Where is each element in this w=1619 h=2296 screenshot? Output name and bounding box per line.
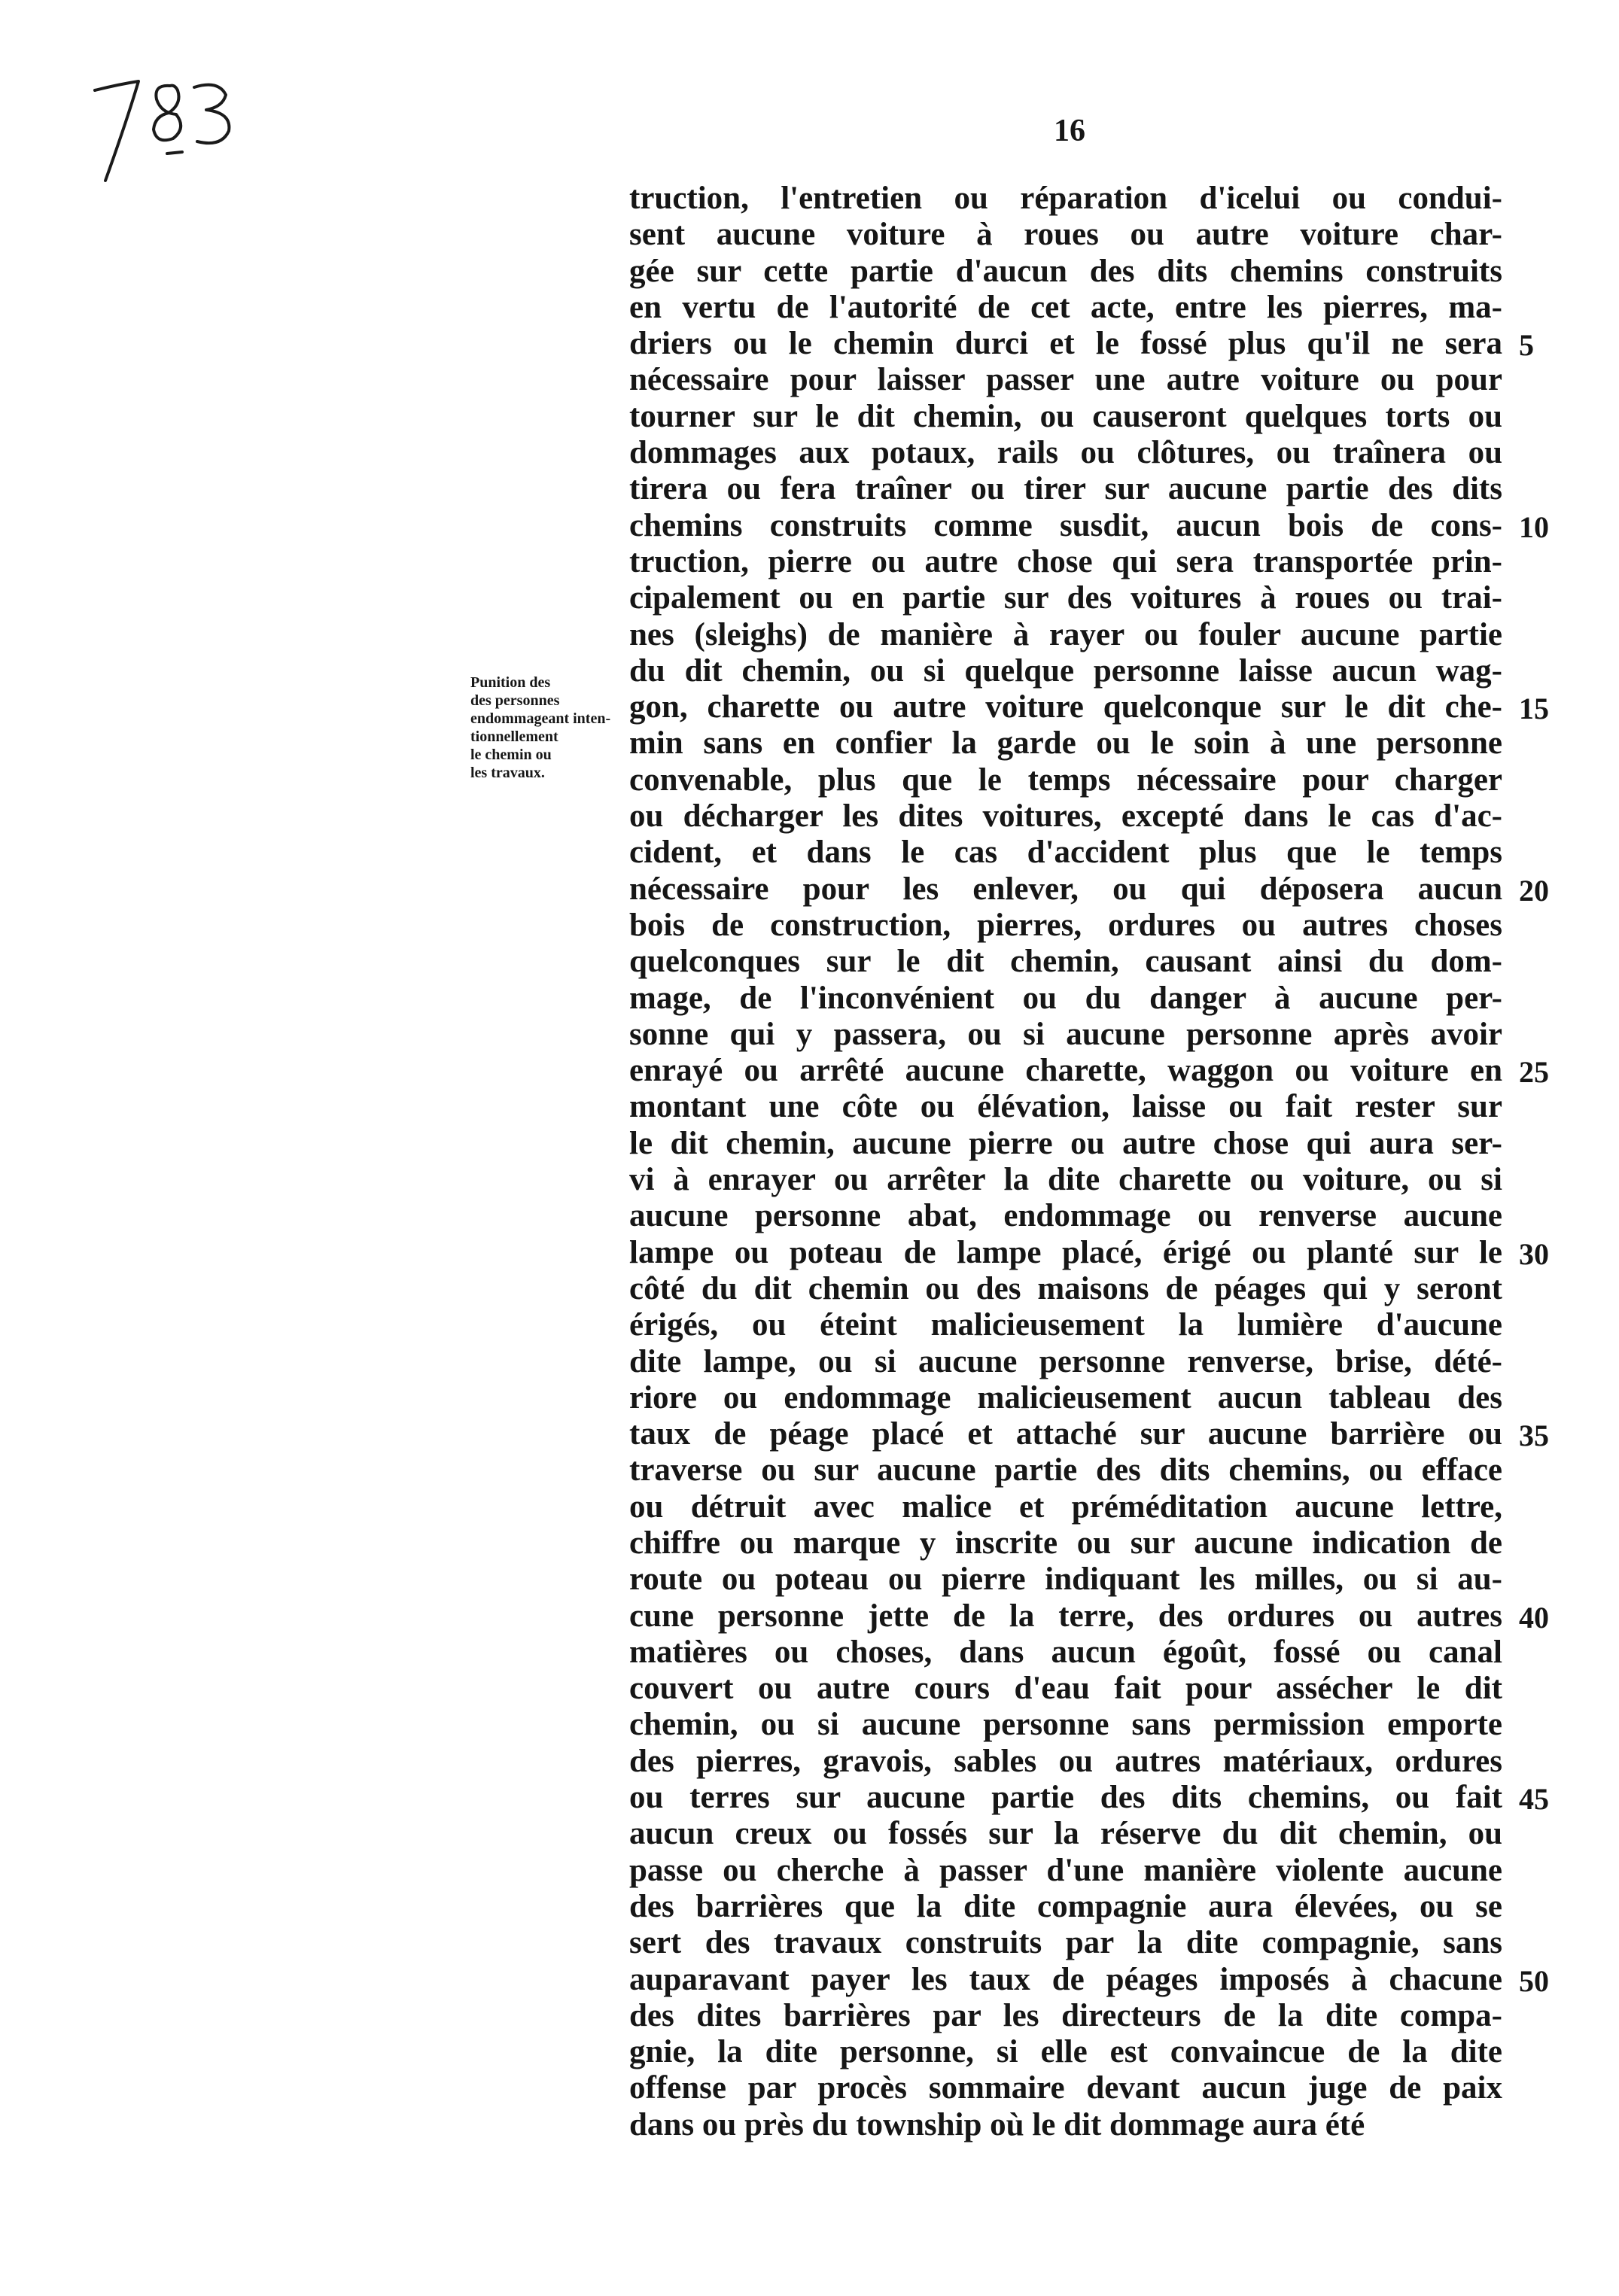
body-text-line: passe ou cherche à passer d'une manière violente aucune	[629, 1852, 1502, 1888]
body-text-line: chiffre ou marque y inscrite ou sur aucune indication de	[629, 1525, 1502, 1561]
body-text-line: bois de construction, pierres, ordures ou autres choses	[629, 907, 1502, 943]
body-text-line: enrayé ou arrêté aucune charette, waggon ou voiture en	[629, 1053, 1502, 1089]
margin-note-line: tionnellement	[470, 728, 558, 745]
body-text-line: truction, pierre ou autre chose qui sera transportée prin-	[629, 543, 1502, 579]
body-text-line: traverse ou sur aucune partie des dits chemins, ou efface	[629, 1452, 1502, 1489]
body-text-line: ou décharger les dites voitures, excepté dans le cas d'ac-	[629, 798, 1502, 835]
body-text-line: montant une côte ou élévation, laisse ou fait rester sur	[629, 1089, 1502, 1125]
body-text-line: dite lampe, ou si aucune personne renverse, brise, dété-	[629, 1343, 1502, 1379]
body-text-line: cipalement ou en partie sur des voitures à roues ou trai-	[629, 580, 1502, 616]
body-text-line: driers ou le chemin durci et le fossé plus qu'il ne sera	[629, 326, 1502, 362]
line-number: 35	[1519, 1419, 1549, 1453]
body-text-line: gnie, la dite personne, si elle est convaincue de la dite	[629, 2034, 1502, 2070]
body-text-line: cident, et dans le cas d'accident plus que le temps	[629, 835, 1502, 871]
line-number: 45	[1519, 1782, 1549, 1817]
body-text-line: aucune personne abat, endommage ou renverse aucune	[629, 1198, 1502, 1234]
body-text-line: lampe ou poteau de lampe placé, érigé ou planté sur le	[629, 1234, 1502, 1270]
line-number: 5	[1519, 328, 1534, 363]
body-text-line: chemins construits comme susdit, aucun bois de cons-	[629, 507, 1502, 543]
line-number: 15	[1519, 692, 1549, 726]
body-text-line: sonne qui y passera, ou si aucune personne après avoir	[629, 1016, 1502, 1052]
body-text	[629, 181, 1502, 2143]
body-text-line: sert des travaux construits par la dite compagnie, sans	[629, 1925, 1502, 1961]
body-text-line: aucun creux ou fossés sur la réserve du dit chemin, ou	[629, 1816, 1502, 1852]
body-text-line: matières ou choses, dans aucun égoût, fossé ou canal	[629, 1634, 1502, 1670]
body-text-line: tourner sur le dit chemin, ou causeront quelques torts ou	[629, 398, 1502, 434]
page-number: 16	[1054, 114, 1085, 148]
body-text-line: côté du dit chemin ou des maisons de péages qui y seront	[629, 1270, 1502, 1306]
body-text-line: du dit chemin, ou si quelque personne laisse aucun wag-	[629, 652, 1502, 689]
body-text-line: couvert ou autre cours d'eau fait pour assécher le dit	[629, 1671, 1502, 1707]
line-number: 20	[1519, 873, 1549, 908]
body-text-line: truction, l'entretien ou réparation d'icelui ou condui-	[629, 181, 1502, 216]
body-text-line: des barrières que la dite compagnie aura élevées, ou se	[629, 1888, 1502, 1924]
body-text-line: route ou poteau ou pierre indiquant les milles, ou si au-	[629, 1562, 1502, 1598]
body-text-line: gée sur cette partie d'aucun des dits chemins construits	[629, 253, 1502, 289]
margin-note-line: Punition des	[470, 674, 551, 691]
line-number: 10	[1519, 509, 1549, 544]
body-text-line: chemin, ou si aucune personne sans permission emporte	[629, 1707, 1502, 1743]
body-text-line: quelconques sur le dit chemin, causant ainsi du dom-	[629, 944, 1502, 980]
body-text-line: mage, de l'inconvénient ou du danger à aucune per-	[629, 980, 1502, 1016]
line-number: 50	[1519, 1963, 1549, 1998]
body-text-line: nécessaire pour laisser passer une autre voiture ou pour	[629, 362, 1502, 398]
body-text-line: ou détruit avec malice et préméditation aucune lettre,	[629, 1489, 1502, 1525]
body-text-line: tirera ou fera traîner ou tirer sur aucune partie des dits	[629, 471, 1502, 507]
body-text-line: érigés, ou éteint malicieusement la lumière d'aucune	[629, 1307, 1502, 1343]
body-text-line: en vertu de l'autorité de cet acte, entre les pierres, ma-	[629, 289, 1502, 325]
body-text-line: cune personne jette de la terre, des ordures ou autres	[629, 1598, 1502, 1634]
line-number: 30	[1519, 1236, 1549, 1271]
body-text-line: dans ou près du township où le dit dommage aura été	[629, 2106, 1365, 2142]
body-text-line: vi à enrayer ou arrêter la dite charette ou voiture, ou si	[629, 1162, 1502, 1198]
body-text-line: dommages aux potaux, rails ou clôtures, ou traînera ou	[629, 435, 1502, 471]
margin-note-line: les travaux.	[470, 765, 545, 781]
body-text-line: sent aucune voiture à roues ou autre voiture char-	[629, 217, 1502, 253]
body-text-line: ou terres sur aucune partie des dits chemins, ou fait	[629, 1780, 1502, 1816]
body-text-line: le dit chemin, aucune pierre ou autre chose qui aura ser-	[629, 1125, 1502, 1161]
margin-note-line: des personnes	[470, 692, 560, 709]
margin-note	[470, 674, 621, 782]
body-text-line: taux de péage placé et attaché sur aucune barrière ou	[629, 1416, 1502, 1452]
margin-note-line: endommageant inten-	[470, 710, 611, 727]
line-number: 40	[1519, 1600, 1549, 1635]
handwritten-folio-annotation	[89, 69, 254, 197]
margin-note-line: le chemin ou	[470, 747, 552, 763]
body-text-line: offense par procès sommaire devant aucun juge de paix	[629, 2070, 1502, 2106]
body-text-line: riore ou endommage malicieusement aucun tableau des	[629, 1379, 1502, 1416]
body-text-line: nes (sleighs) de manière à rayer ou fouler aucune partie	[629, 616, 1502, 652]
body-text-line: des pierres, gravois, sables ou autres matériaux, ordures	[629, 1743, 1502, 1779]
body-text-line: auparavant payer les taux de péages imposés à chacune	[629, 1961, 1502, 1997]
body-text-line: min sans en confier la garde ou le soin à une personne	[629, 725, 1502, 762]
line-number: 25	[1519, 1055, 1549, 1090]
body-text-line: des dites barrières par les directeurs de la dite compa-	[629, 1997, 1502, 2033]
body-text-line: nécessaire pour les enlever, ou qui déposera aucun	[629, 871, 1502, 907]
body-text-line: gon, charette ou autre voiture quelconque sur le dit che-	[629, 689, 1502, 725]
body-text-line: convenable, plus que le temps nécessaire pour charger	[629, 762, 1502, 798]
